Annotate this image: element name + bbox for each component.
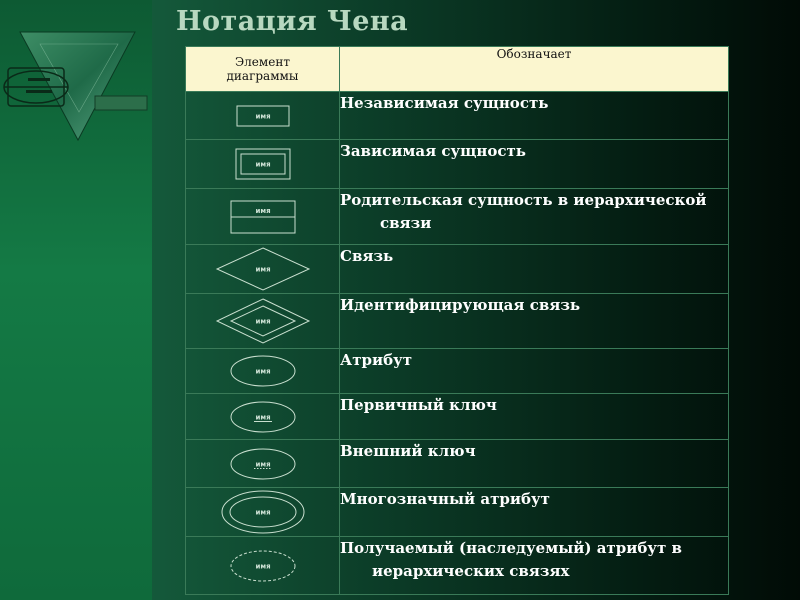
symbol-label: имя (254, 317, 271, 326)
symbol-label: имя (254, 112, 271, 120)
meaning-text-continued: иерархических связях (372, 562, 570, 580)
entity-rectangle-symbol (223, 101, 303, 131)
primary-key-ellipse-symbol (223, 399, 303, 435)
header-element-line1: Элемент (235, 55, 290, 69)
meaning-text: Многозначный атрибут (340, 490, 550, 508)
table-row (186, 245, 729, 294)
meaning-text-continued: связи (380, 214, 432, 232)
symbol-cell (186, 394, 340, 440)
meaning-cell (340, 488, 729, 537)
meaning-cell (340, 537, 729, 595)
symbol-cell (186, 294, 340, 349)
symbol-label: имя (254, 413, 271, 421)
slide-title: Нотация Чена (176, 6, 409, 37)
symbol-cell (186, 537, 340, 595)
header-element-line2: диаграммы (226, 69, 299, 83)
double-ellipse-symbol (218, 488, 308, 536)
relationship-diamond-symbol (213, 246, 313, 292)
meaning-text: Первичный ключ (340, 396, 497, 414)
meaning-text: Идентифицирующая связь (340, 296, 581, 314)
table-row (186, 140, 729, 189)
meaning-cell (340, 440, 729, 488)
symbol-cell (186, 488, 340, 537)
table-row (186, 294, 729, 349)
header-meaning-cell: Обозначает (340, 47, 729, 92)
symbol-label: имя (254, 460, 271, 468)
symbol-label: имя (254, 206, 271, 215)
meaning-cell (340, 140, 729, 189)
meaning-text: Атрибут (340, 351, 413, 369)
header-element-cell (186, 47, 340, 92)
table-row (186, 189, 729, 245)
meaning-text: Внешний ключ (340, 442, 476, 460)
meaning-text: Родительская сущность в иерархической (340, 191, 707, 209)
symbol-label: имя (254, 367, 271, 376)
meaning-cell (340, 245, 729, 294)
split-rectangle-symbol (223, 197, 303, 237)
double-rectangle-symbol (223, 146, 303, 182)
marble-triangle-logo (0, 30, 150, 142)
attribute-ellipse-symbol (223, 353, 303, 389)
table-row (186, 349, 729, 394)
symbol-label: имя (254, 562, 271, 570)
table-row (186, 440, 729, 488)
symbol-cell (186, 189, 340, 245)
meaning-cell (340, 189, 729, 245)
symbol-cell (186, 140, 340, 189)
meaning-cell (340, 349, 729, 394)
meaning-text: Получаемый (наследуемый) атрибут в (340, 539, 682, 557)
symbol-label: имя (254, 265, 271, 274)
symbol-cell (186, 92, 340, 140)
table-row (186, 394, 729, 440)
symbol-cell (186, 245, 340, 294)
symbol-cell (186, 349, 340, 394)
meaning-text: Независимая сущность (340, 94, 549, 112)
symbol-label: имя (254, 160, 271, 169)
symbol-cell (186, 440, 340, 488)
dashed-ellipse-symbol (223, 548, 303, 584)
foreign-key-ellipse-symbol (223, 446, 303, 482)
table-row (186, 537, 729, 595)
meaning-cell (340, 294, 729, 349)
meaning-text: Связь (340, 247, 394, 265)
symbol-label: имя (254, 508, 271, 517)
notation-table (185, 46, 729, 595)
double-diamond-symbol (213, 297, 313, 345)
table-header-row (186, 47, 729, 92)
meaning-text: Зависимая сущность (340, 142, 526, 160)
meaning-cell (340, 92, 729, 140)
meaning-cell (340, 394, 729, 440)
table-row (186, 488, 729, 537)
table-row (186, 92, 729, 140)
